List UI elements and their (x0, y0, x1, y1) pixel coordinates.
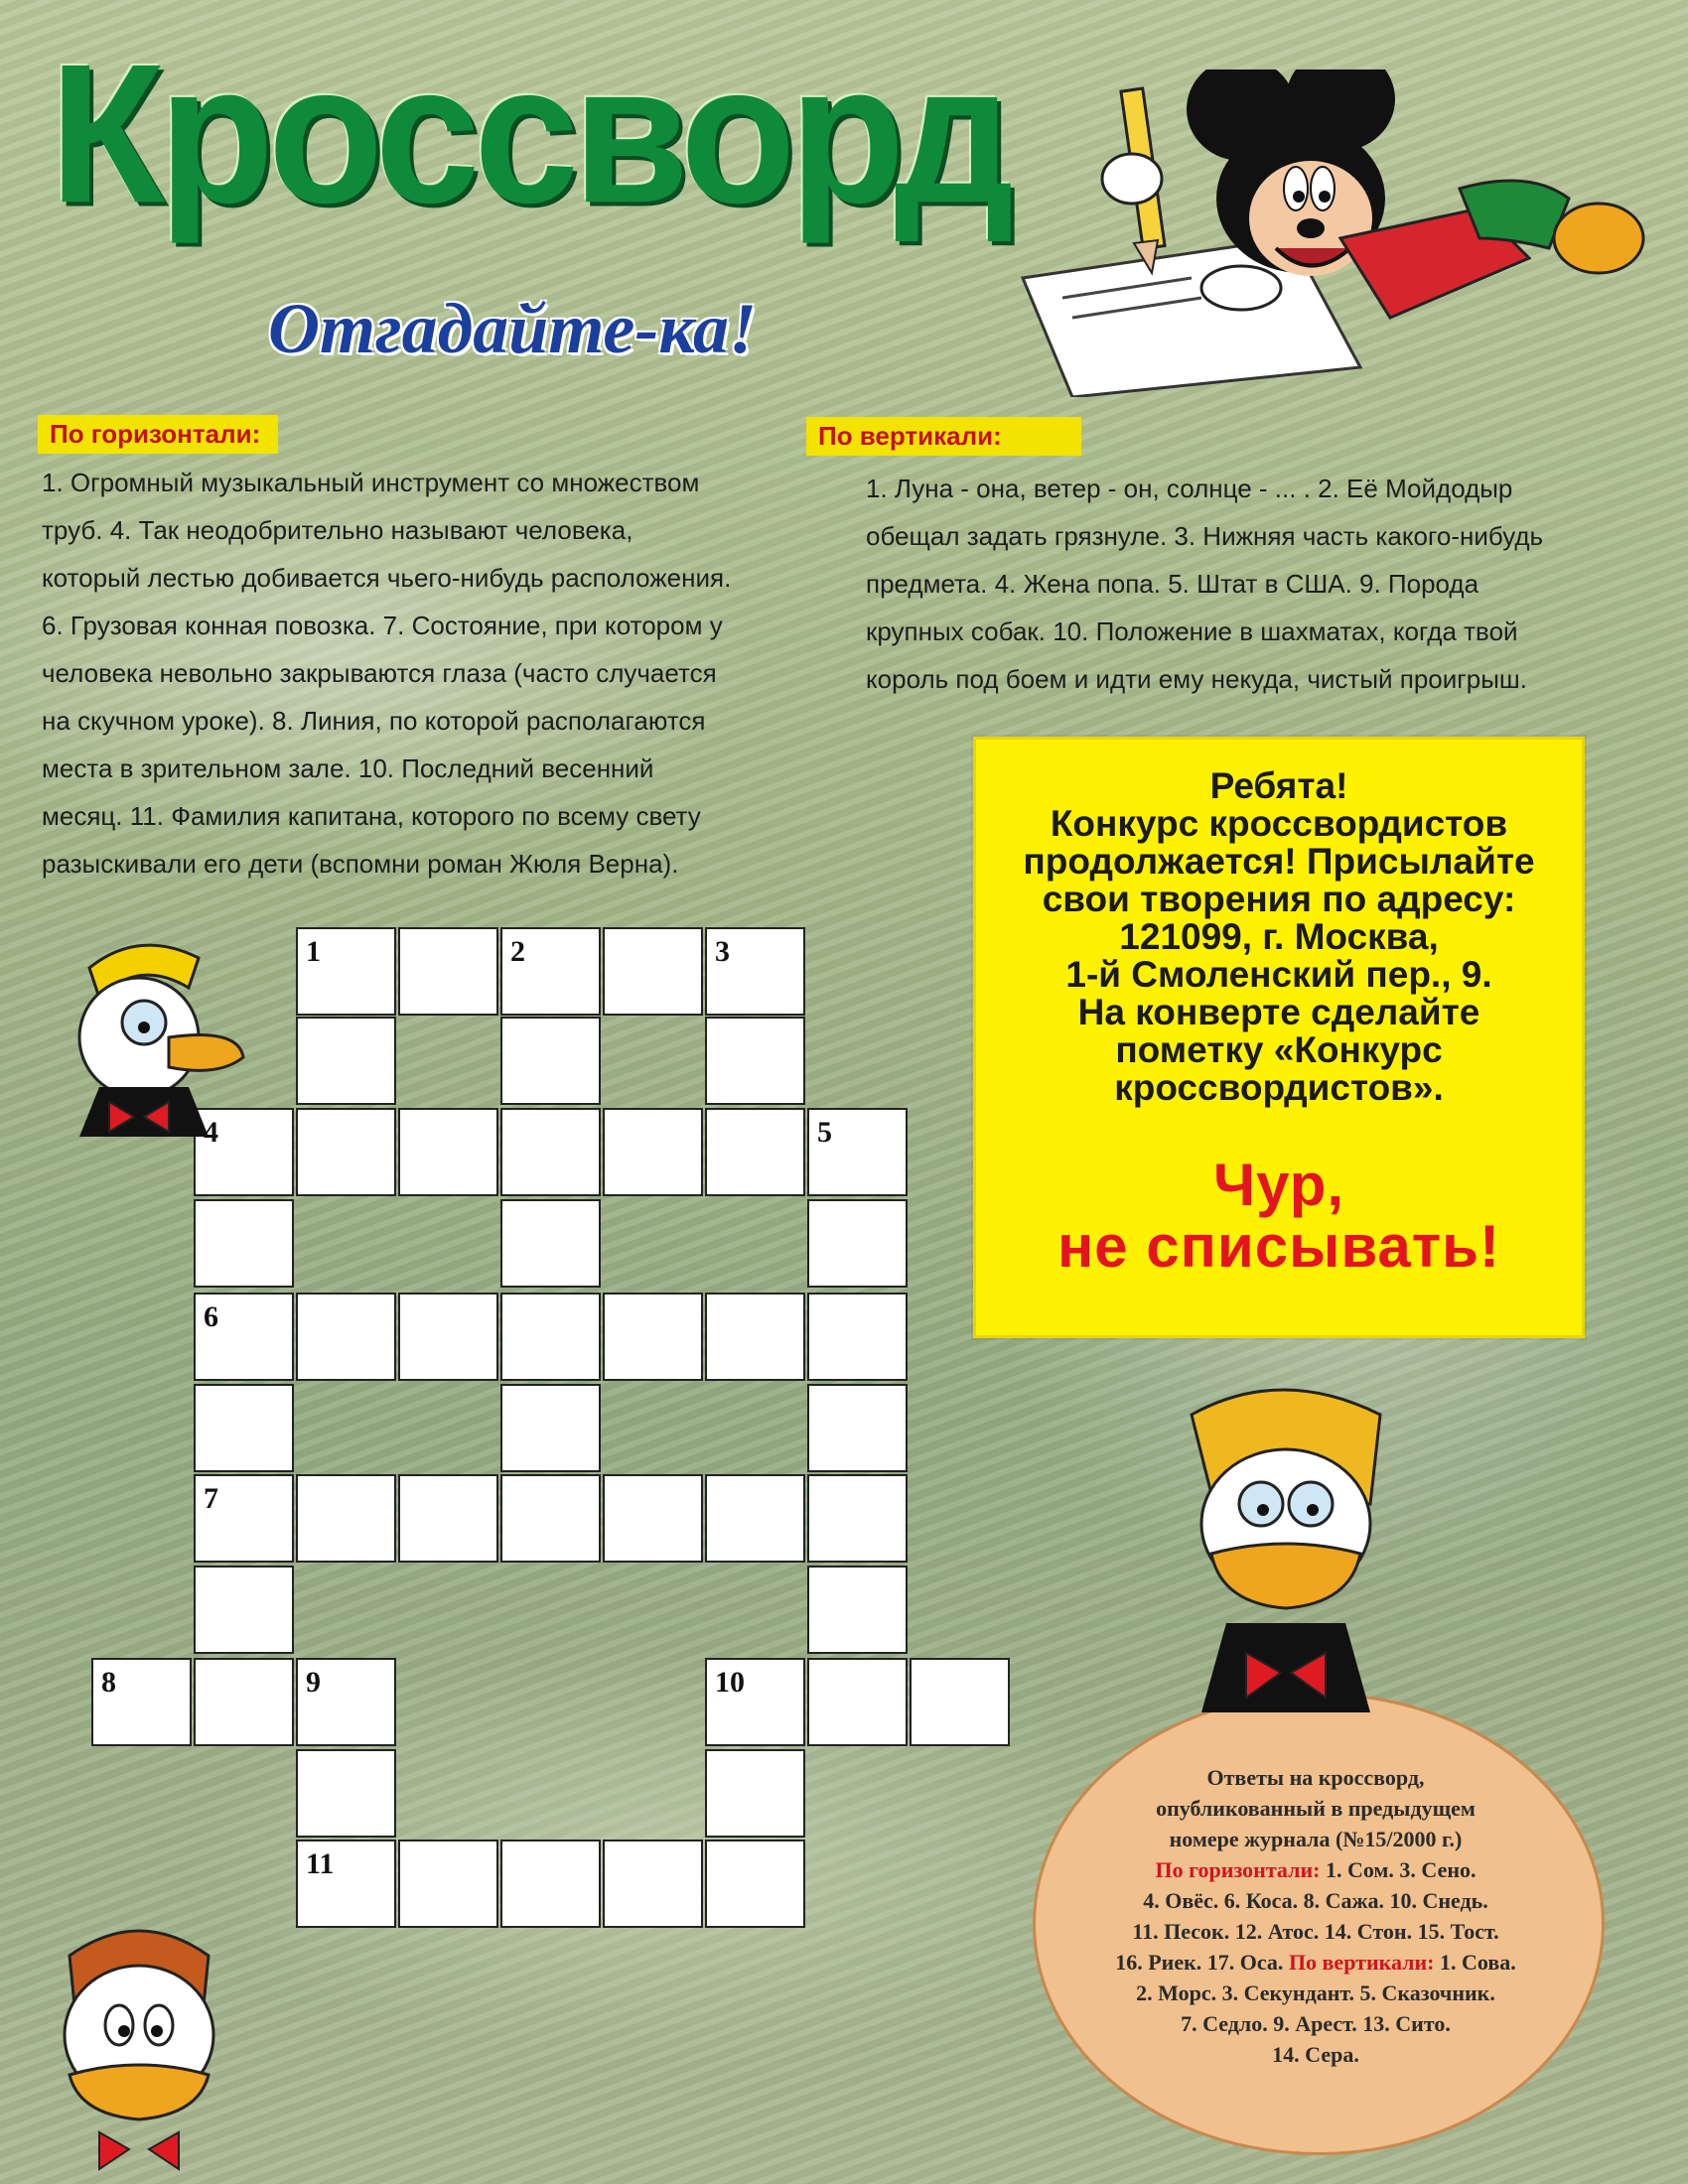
answers-down-text: 7. Седло. 9. Арест. 13. Сито. (1181, 2011, 1451, 2036)
crossword-cell[interactable] (500, 1017, 601, 1105)
page-subtitle: Отгадайте-ка! (268, 289, 758, 368)
warning-line: не списывать! (1056, 1213, 1501, 1280)
duck-illustration-right (1172, 1375, 1400, 1732)
crossword-cell[interactable] (500, 1293, 601, 1381)
crossword-cell[interactable] (500, 1384, 601, 1472)
crossword-cell[interactable] (296, 1840, 396, 1928)
notice-line: Ребята! (1209, 765, 1348, 806)
notice-line: пометку «Конкурс (1115, 1029, 1443, 1070)
crossword-cell[interactable] (705, 1017, 805, 1105)
crossword-cell[interactable] (296, 1749, 396, 1838)
down-clue-line: предмета. 4. Жена попа. 5. Штат в США. 9. Порода (866, 569, 1479, 599)
cell-number: 1 (306, 935, 321, 968)
mickey-illustration (1013, 69, 1648, 397)
crossword-cell[interactable] (603, 1293, 703, 1381)
crossword-cell[interactable] (194, 1474, 294, 1563)
crossword-cell[interactable] (194, 1293, 294, 1381)
answers-across-text: 1. Сом. 3. Сено. (1325, 1857, 1477, 1882)
duck-illustration-top-left (50, 928, 248, 1157)
crossword-cell[interactable] (194, 1199, 294, 1288)
cell-number: 8 (101, 1666, 116, 1699)
notice-line: кроссвордистов». (1114, 1067, 1444, 1108)
answers-across-line (1057, 1854, 1574, 1885)
crossword-cell[interactable] (194, 1384, 294, 1472)
previous-answers (1057, 1762, 1574, 2070)
crossword-cell[interactable] (500, 1199, 601, 1288)
cell-number: 3 (715, 935, 730, 968)
crossword-cell[interactable] (807, 1293, 908, 1381)
crossword-cell[interactable] (500, 927, 601, 1016)
crossword-cell[interactable] (603, 927, 703, 1016)
notice-line: Конкурс кроссвордистов (1050, 803, 1508, 844)
down-clue-line: король под боем и идти ему некуда, чистый проигрыш. (866, 664, 1527, 694)
across-clue-line: месяц. 11. Фамилия капитана, которого по всему свету (42, 801, 701, 831)
answers-across-text: 4. Овёс. 6. Коса. 8. Сажа. 10. Снедь. (1143, 1888, 1488, 1913)
crossword-cell[interactable] (807, 1474, 908, 1563)
crossword-cell[interactable] (398, 1840, 498, 1928)
notice-line: 1-й Смоленский пер., 9. (1065, 954, 1492, 995)
crossword-cell[interactable] (398, 1108, 498, 1196)
crossword-cell[interactable] (705, 1474, 805, 1563)
answers-across-text: 11. Песок. 12. Атос. 14. Стон. 15. Тост. (1132, 1919, 1499, 1944)
notice-line: 121099, г. Москва, (1119, 916, 1439, 957)
crossword-cell[interactable] (398, 1293, 498, 1381)
crossword-cell[interactable] (296, 1293, 396, 1381)
across-clue-line: труб. 4. Так неодобрительно называют человека, (42, 515, 633, 545)
cell-number: 5 (817, 1116, 832, 1149)
across-clue-line: места в зрительном зале. 10. Последний весенний (42, 753, 654, 783)
cell-number: 4 (204, 1116, 218, 1149)
answers-intro: опубликованный в предыдущем (1156, 1796, 1476, 1821)
across-clue-line: который лестью добивается чьего-нибудь расположения. (42, 563, 732, 593)
across-clue-line: 1. Огромный музыкальный инструмент со множеством (42, 468, 700, 497)
crossword-cell[interactable] (807, 1384, 908, 1472)
across-clue-line: человека невольно закрываются глаза (часто случается (42, 658, 717, 688)
notice-line: На конверте сделайте (1077, 992, 1480, 1032)
crossword-cell[interactable] (910, 1658, 1010, 1746)
crossword-cell[interactable] (705, 1658, 805, 1746)
crossword-cell[interactable] (807, 1658, 908, 1746)
down-clues (866, 465, 1543, 703)
crossword-cell[interactable] (296, 1474, 396, 1563)
crossword-cell[interactable] (705, 1840, 805, 1928)
crossword-cell[interactable] (807, 1108, 908, 1196)
crossword-cell[interactable] (398, 927, 498, 1016)
crossword-cell[interactable] (296, 1017, 396, 1105)
crossword-cell[interactable] (296, 1658, 396, 1746)
crossword-cell[interactable] (603, 1840, 703, 1928)
contest-notice (973, 737, 1585, 1338)
crossword-cell[interactable] (91, 1658, 192, 1746)
answers-intro: Ответы на кроссворд, (1206, 1765, 1425, 1790)
cell-number: 6 (204, 1300, 218, 1333)
warning-line: Чур, (1212, 1152, 1345, 1218)
crossword-cell[interactable] (194, 1566, 294, 1654)
cell-number: 10 (715, 1666, 745, 1699)
duck-illustration-bottom-left (40, 1906, 238, 2174)
crossword-cell[interactable] (398, 1474, 498, 1563)
crossword-cell[interactable] (705, 927, 805, 1016)
crossword-cell[interactable] (705, 1293, 805, 1381)
crossword-cell[interactable] (603, 1108, 703, 1196)
answers-down-text: 1. Сова. (1440, 1950, 1516, 1975)
answers-across-label: По горизонтали: (1155, 1857, 1321, 1882)
crossword-cell[interactable] (296, 1108, 396, 1196)
crossword-cell[interactable] (807, 1199, 908, 1288)
answers-down-text: 14. Сера. (1272, 2042, 1359, 2067)
crossword-cell[interactable] (500, 1840, 601, 1928)
crossword-cell[interactable] (603, 1474, 703, 1563)
across-clue-line: 6. Грузовая конная повозка. 7. Состояние, при котором у (42, 611, 723, 640)
crossword-cell[interactable] (705, 1108, 805, 1196)
crossword-cell[interactable] (500, 1474, 601, 1563)
crossword-cell[interactable] (500, 1108, 601, 1196)
across-heading: По горизонтали: (38, 415, 278, 454)
across-clues (42, 459, 731, 887)
crossword-cell[interactable] (807, 1566, 908, 1654)
crossword-cell[interactable] (705, 1749, 805, 1838)
down-clue-line: 1. Луна - она, ветер - он, солнце - ... . 2. Её Мойдодыр (866, 474, 1513, 503)
answers-down-label: По вертикали: (1288, 1950, 1435, 1975)
crossword-cell[interactable] (194, 1658, 294, 1746)
crossword-cell[interactable] (296, 927, 396, 1016)
page-title: Кроссворд (50, 23, 1009, 245)
cell-number: 7 (204, 1482, 218, 1515)
down-heading: По вертикали: (806, 417, 1081, 456)
answers-intro: номере журнала (№15/2000 г.) (1169, 1827, 1463, 1851)
across-clue-line: на скучном уроке). 8. Линия, по которой располагаются (42, 706, 706, 736)
answers-mixed-line (1057, 1947, 1574, 1978)
notice-line: свои творения по адресу: (1042, 879, 1516, 919)
answers-across-text: 16. Риек. 17. Оса. (1115, 1950, 1284, 1975)
across-clue-line: разыскивали его дети (вспомни роман Жюля Верна). (42, 849, 679, 879)
answers-down-text: 2. Морс. 3. Секундант. 5. Сказочник. (1136, 1980, 1495, 2005)
notice-line: продолжается! Присылайте (1023, 841, 1535, 882)
cell-number: 11 (306, 1847, 335, 1880)
cell-number: 2 (510, 935, 525, 968)
down-clue-line: крупных собак. 10. Положение в шахматах, когда твой (866, 616, 1518, 646)
down-clue-line: обещал задать грязнуле. 3. Нижняя часть какого-нибудь (866, 521, 1544, 551)
cell-number: 9 (306, 1666, 321, 1699)
no-copying-warning (976, 1152, 1582, 1280)
